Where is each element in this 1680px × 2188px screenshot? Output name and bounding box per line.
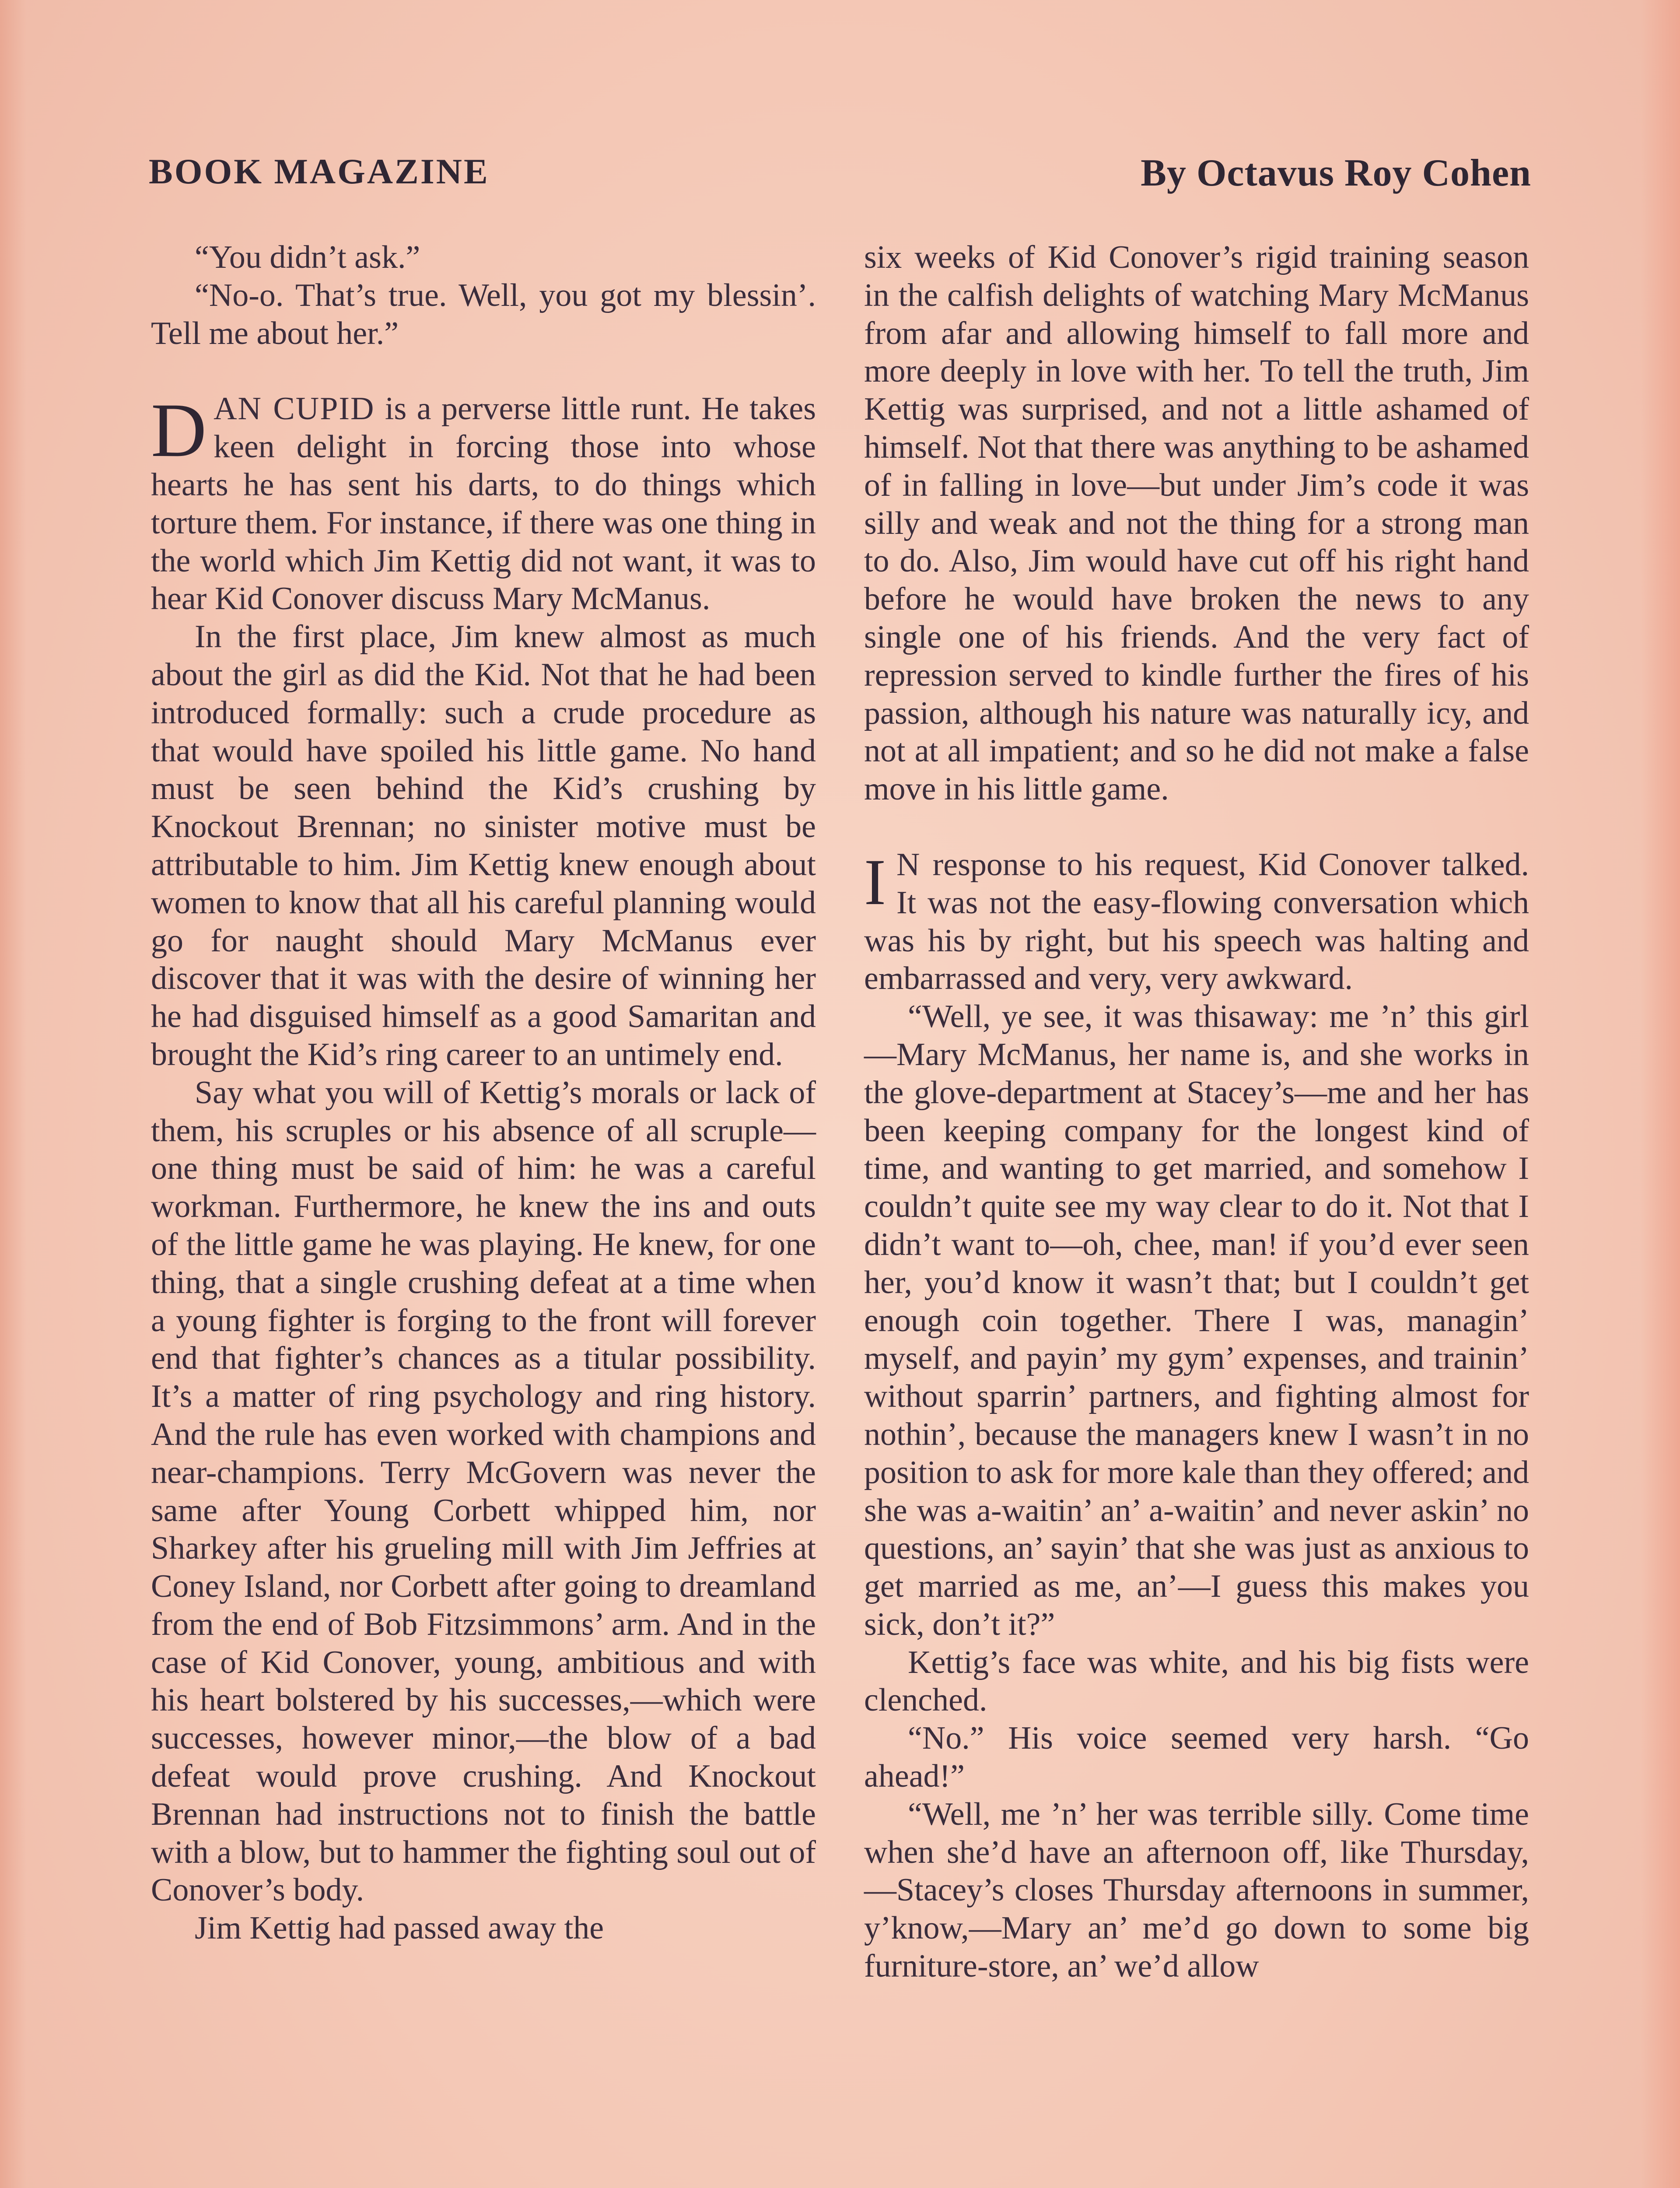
running-head	[149, 151, 1531, 199]
paragraph-text: is a perverse little runt. He takes keen delight in forcing those into whose hearts he has sent his darts, to do things which torture them. For instance, if there was one thing in the world which Jim Kettig did not want, it was to hear Kid Conover discuss Mary McManus.	[151, 391, 816, 617]
text-column-left	[151, 238, 816, 1947]
section-opening-paragraph	[151, 390, 816, 618]
lead-in-caps: AN CUPID	[214, 391, 375, 427]
lead-in-caps: N	[896, 846, 921, 883]
paragraph: “No-o. That’s true. Well, you got my blessin’. Tell me about her.”	[151, 277, 816, 351]
magazine-title: BOOK MAGAZINE	[149, 151, 490, 191]
paragraph: “No.” His voice seemed very harsh. “Go ahead!”	[864, 1720, 1529, 1795]
paragraph: “You didn’t ask.”	[195, 239, 420, 275]
paragraph: Kettig’s face was white, and his big fists were clenched.	[864, 1644, 1529, 1718]
paragraph: “Well, me ’n’ her was terrible silly. Come time when she’d have an afternoon off, like Thursday,—Stacey’s closes Thursday afternoons in summer, y’know,—Mary an’ me’d go down to some big furniture-store, an’ we’d allow	[864, 1796, 1529, 1985]
paragraph: “Well, ye see, it was thisaway: me ’n’ this girl—Mary McManus, her name is, and she works in the glove-department at Stacey’s—me and her has been keeping company for the longest kind of time, and wanting to get married, and somehow I couldn’t quite see my way clear to do it. Not that I didn’t want to—oh, chee, man! if you’d ever seen her, you’d know it wasn’t that; but I couldn’t get enough coin together. There I was, managin’ myself, and payin’ my gym’ expenses, and trainin’ without sparrin’ partners, and fighting almost for nothin’, because the managers knew I wasn’t in no position to ask for more kale than they offered; and she was a-waitin’ an’ a-waitin’ and never askin’ no questions, an’ sayin’ that she was just as anxious to get married as me, an’—I guess this makes you sick, don’t it?”	[864, 999, 1529, 1642]
author-byline: By Octavus Roy Cohen	[1141, 152, 1531, 194]
paragraph-text: response to his request, Kid Conover talked. It was not the easy-flowing conversation which was his by right, but his speech was halting and embarrassed and very, very awkward.	[864, 846, 1529, 997]
drop-cap: D	[151, 388, 207, 473]
paragraph: Say what you will of Kettig’s morals or lack of them, his scruples or his absence of all scruple—one thing must be said of him: he was a careful workman. Furthermore, he knew the ins and outs of the little game he was playing. He knew, for one thing, that a single crushing defeat at a time when a young fighter is forging to the front will forever end that fighter’s chances as a titular possibility. It’s a matter of ring psychology and ring history. And the rule has even worked with champions and near-champions. Terry McGovern was never the same after Young Corbett whipped him, nor Sharkey after his grueling mill with Jim Jeffries at Coney Island, nor Corbett after going to dreamland from the end of Bob Fitzsimmons’ arm. And in the case of Kid Conover, young, ambitious and with his heart bolstered by his successes,—which were successes, however minor,—the blow of a bad defeat would prove crushing. And Knockout Brennan had instructions not to finish the battle with a blow, but to hammer the fighting soul out of Conover’s body.	[151, 1074, 816, 1908]
paragraph: Jim Kettig had passed away the	[195, 1910, 604, 1946]
page-edge-shadow-right	[1641, 0, 1680, 2188]
page-edge-shadow-left	[0, 0, 26, 2188]
paragraph: In the first place, Jim knew almost as much about the girl as did the Kid. Not that he had been introduced formally: such a crude procedure as that would have spoiled his little game. No hand must be seen behind the Kid’s crushing by Knockout Brennan; no sinister motive must be attributable to him. Jim Kettig knew enough about women to know that all his careful planning would go for naught should Mary McManus ever discover that it was with the desire of winning her he had disguised himself as a good Samaritan and brought the Kid’s ring career to an untimely end.	[151, 619, 816, 1073]
paragraph-continued: six weeks of Kid Conover’s rigid training season in the calfish delights of watching Mary McManus from afar and allowing himself to fall more and more deeply in love with her. To tell the truth, Jim Kettig was surprised, and not a little ashamed of himself. Not that there was anything to be ashamed of in falling in love—but under Jim’s code it was silly and weak and not the thing for a strong man to do. Also, Jim would have cut off his right hand before he would have broken the news to any single one of his friends. And the very fact of repression served to kindle further the fires of his passion, although his nature was naturally icy, and not at all impatient; and so he did not make a false move in his little game.	[864, 239, 1529, 807]
drop-cap: I	[864, 845, 886, 919]
section-opening-paragraph	[864, 846, 1529, 998]
text-column-right	[864, 238, 1529, 1985]
